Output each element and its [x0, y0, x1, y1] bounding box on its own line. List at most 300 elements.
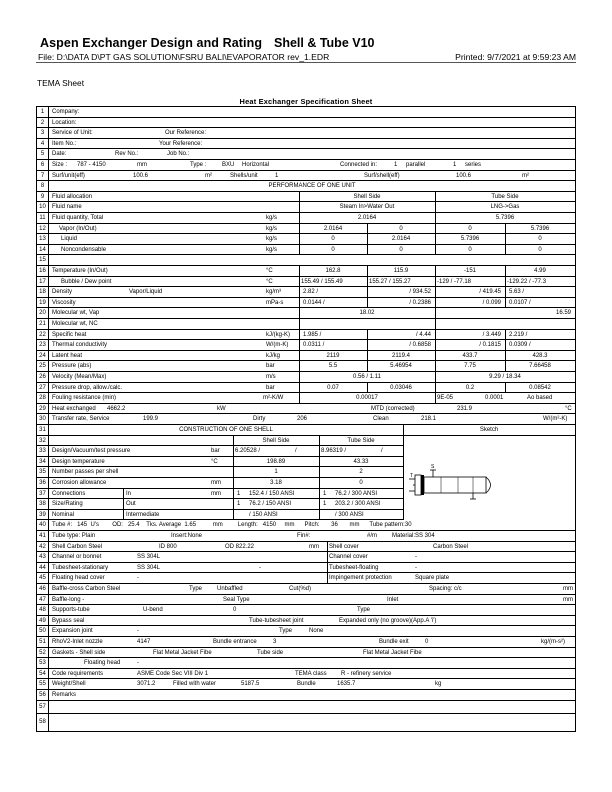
svg-text:S: S — [431, 464, 435, 470]
row-label: Thermal conductivity — [52, 342, 108, 349]
table-row — [37, 648, 575, 659]
tube-out: 5.7396 — [530, 225, 550, 232]
mtd-value: 231.9 — [457, 405, 473, 412]
table-row — [37, 340, 575, 351]
row-label: Viscosity — [52, 299, 76, 306]
shell-out: 0 — [399, 246, 403, 253]
row-unit: °C — [211, 458, 218, 465]
table-row — [37, 510, 403, 521]
table-row — [37, 414, 575, 425]
app-title: Aspen Exchanger Design and Rating — [40, 36, 263, 50]
baffle-type-value: Unbaffled — [217, 586, 243, 592]
row-unit: kJ/kg — [266, 352, 281, 359]
row-label: Pressure drop, allow./calc. — [52, 384, 123, 391]
spec-sheet-title: Heat Exchanger Specification Sheet — [239, 97, 373, 106]
bundle-value: 1635.7 — [337, 681, 356, 688]
row-sublabel: Vapor/Liquid — [129, 289, 163, 296]
channel-cover-value: - — [415, 554, 417, 561]
tube-in: / 0.099 — [482, 299, 501, 306]
weight-unit: kg — [435, 681, 442, 688]
row-unit: kg/m³ — [266, 289, 281, 296]
col-divider — [233, 446, 234, 456]
row-value: SS 304L — [137, 564, 161, 571]
joint-label: Tube-tubesheet joint — [249, 617, 304, 624]
heat-value: 4662.2 — [107, 405, 126, 412]
table-row — [37, 605, 575, 616]
table-row — [37, 308, 575, 319]
row-unit: kg/s — [266, 215, 278, 221]
row-number: 22 — [37, 330, 49, 340]
table-row — [37, 478, 403, 489]
table-row — [37, 192, 575, 203]
row-number: 27 — [37, 383, 49, 393]
row-number: 30 — [37, 414, 49, 424]
tube-fouling: 9E-05 — [437, 395, 454, 402]
channel-cover-label: Channel cover — [329, 554, 368, 561]
tube-out: 0.0107 / — [509, 299, 531, 306]
table-row — [37, 489, 403, 500]
shell-calc: 0.03046 — [390, 384, 412, 391]
service-label: Service of Unit: — [52, 130, 93, 137]
row-number: 42 — [37, 542, 49, 552]
tube-calc: 0.08542 — [529, 384, 551, 391]
tube-gasket-value: Flat Metal Jacket Fibe — [363, 649, 422, 656]
mtd-label: MTD (corrected) — [371, 405, 415, 412]
row-label: Velocity (Mean/Max) — [52, 374, 107, 380]
row-unit: kg/s — [266, 225, 278, 232]
row-number: 18 — [37, 287, 49, 297]
col-divider — [233, 489, 234, 499]
row-label: Code requirements — [52, 670, 104, 677]
col-divider — [299, 287, 300, 297]
row-number: 37 — [37, 489, 49, 499]
inlet-unit: mm — [563, 596, 573, 603]
row-number: 33 — [37, 446, 49, 456]
row-label: Nominal — [52, 511, 75, 518]
shell-connection: 76.2 / 150 ANSI — [249, 501, 292, 508]
support-type: U-bend — [143, 607, 163, 614]
row-number: 34 — [37, 457, 49, 467]
col-divider — [319, 510, 320, 520]
row-label: Expansion joint — [52, 628, 93, 635]
row-label: Pressure (abs) — [52, 363, 92, 370]
baffle-spacing-unit: mm — [563, 586, 573, 592]
item-label: Item No.: — [52, 140, 77, 147]
col-divider — [123, 510, 124, 520]
shell-out: / 0.6858 — [409, 342, 431, 349]
row-label: Fouling resistance (min) — [52, 395, 117, 402]
col-divider — [505, 298, 506, 308]
row-number: 21 — [37, 319, 49, 329]
row-dash: - — [259, 564, 261, 571]
tube-out: 428.3 — [532, 352, 548, 359]
row-number: 14 — [37, 245, 49, 255]
shell-out: 2.0164 — [391, 236, 411, 243]
row-number: 7 — [37, 171, 49, 181]
shell-in: 2119 — [326, 352, 340, 359]
joint-value: Expanded only (no groove)(App.A 'i') — [339, 617, 437, 624]
col-divider — [435, 277, 436, 287]
row-unit: W/(m-K) — [266, 342, 289, 349]
table-row — [37, 669, 575, 680]
shell-gasket: Flat Metal Jacket Fibe — [153, 649, 212, 656]
row-unit: kJ/(kg-K) — [266, 331, 290, 338]
surf-shell-label: Surf/shell(eff) — [364, 172, 400, 179]
fin-label: Fin#: — [297, 533, 311, 539]
surf-shell-value: 100.6 — [456, 172, 472, 179]
baffle-type-label: Type — [189, 586, 203, 592]
tube-in: / 3.449 — [482, 331, 501, 338]
surf-unit-label: Surf/unit(eff) — [52, 172, 85, 179]
bundle-exit-label: Bundle exit — [379, 639, 409, 645]
shell-in: 0.0144 / — [303, 299, 325, 306]
col-divider — [435, 319, 436, 329]
col-divider — [505, 277, 506, 287]
exchanger-sketch — [403, 437, 575, 519]
table-row — [37, 552, 575, 563]
row-number: 10 — [37, 202, 49, 212]
shell-out: / 934.52 — [409, 289, 431, 296]
job-label: Job No.: — [167, 151, 190, 158]
row-unit: m/s — [266, 374, 276, 380]
shell-in: 1.985 / — [303, 331, 322, 338]
tube-in: 433.7 — [462, 352, 478, 359]
col-divider — [299, 340, 300, 350]
shell-vacuum: / — [295, 448, 297, 455]
row-number: 6 — [37, 160, 49, 170]
shell-in: 155.49 / 155.49 — [301, 278, 343, 285]
col-divider — [123, 489, 124, 499]
row-label: Latent heat — [52, 352, 83, 359]
col-divider — [299, 330, 300, 340]
tube-in: / 0.1815 — [479, 342, 501, 349]
shell-allow: 0.07 — [327, 384, 339, 391]
tube-in: / 419.45 — [479, 289, 501, 296]
weight-value: 3071.2 — [137, 681, 156, 688]
col-divider — [319, 446, 320, 456]
tube-spec-line: Tube #: 145 U's OD: 25.4 Tks. Average 1.65 mm Length: 4150 mm Pitch: 36 mm Tube pattern:30 — [52, 522, 412, 529]
shell-out: / 0.2386 — [409, 299, 431, 306]
tube-in: -129 / -77.18 — [437, 278, 472, 285]
table-row — [37, 171, 575, 182]
printed-timestamp: Printed: 9/7/2021 at 9:59:23 AM — [455, 52, 576, 62]
clean-value: 218.1 — [421, 416, 437, 423]
row-number: 8 — [37, 181, 49, 191]
bundle-label: Bundle — [297, 681, 316, 688]
shell-connection: 152.4 / 150 ANSI — [249, 490, 295, 497]
row-label: Number passes per shell — [52, 469, 119, 476]
table-row — [37, 531, 575, 542]
shell-in: 5.5 — [328, 363, 338, 370]
shell-value: 0.56 / 1.11 — [353, 374, 381, 380]
connection-io: Intermediate — [126, 511, 160, 518]
col-divider — [367, 277, 368, 287]
shell-value: 2.0164 — [357, 215, 377, 221]
size-unit: mm — [137, 162, 147, 168]
row-number: 46 — [37, 584, 49, 594]
row-number: 36 — [37, 478, 49, 488]
tube-allow: 0.2 — [465, 384, 475, 391]
row-unit: kg/s — [266, 236, 278, 243]
col-divider — [233, 499, 234, 509]
performance-title: PERFORMANCE OF ONE UNIT — [268, 183, 356, 190]
inlet-label: Inlet — [387, 596, 399, 603]
table-row — [37, 393, 575, 404]
tema-class-label: TEMA class — [295, 670, 327, 677]
row-number: 3 — [37, 128, 49, 138]
row-label: Channel or bonnet — [52, 554, 102, 561]
shell-value: 3.18 — [270, 480, 282, 486]
tube-out: 5.63 / — [509, 289, 525, 296]
row-number: 53 — [37, 658, 49, 668]
shell-design-pressure: 6.20528 / — [235, 448, 261, 455]
code-value: ASME Code Sec VIII Div 1 — [137, 670, 209, 677]
row-unit: kg/s — [266, 246, 278, 253]
row-number: 41 — [37, 531, 49, 541]
row-number: 38 — [37, 499, 49, 509]
col-divider — [299, 319, 300, 329]
table-row — [37, 245, 575, 256]
tube-gasket-label: Tube side — [257, 649, 284, 656]
bundle-entrance-label: Bundle entrance — [213, 639, 257, 645]
shell-out: 2119.4 — [392, 352, 410, 359]
table-row — [37, 149, 575, 160]
row-number: 13 — [37, 234, 49, 244]
row-label: Liquid — [61, 236, 78, 243]
shell-in: 0 — [331, 246, 335, 253]
product-title: Shell & Tube V10 — [274, 36, 375, 50]
row-label: RhoV2-Inlet nozzle — [52, 639, 103, 645]
support-type-label: Type — [357, 607, 371, 614]
row-label: Heat exchanged — [52, 405, 96, 412]
shell-count: 1 — [237, 490, 241, 497]
tube-value: 2 — [359, 469, 363, 476]
table-row — [37, 330, 575, 341]
table-row — [37, 425, 575, 436]
row-number: 23 — [37, 340, 49, 350]
row-value: - — [137, 660, 139, 667]
rhov2-unit: kg/(m-s²) — [541, 639, 565, 645]
table-row — [37, 467, 403, 478]
shell-od-unit: mm — [309, 543, 319, 550]
dirty-label: Dirty — [253, 416, 266, 423]
table-row — [37, 213, 575, 224]
shell-side-header: Shell Side — [353, 193, 381, 200]
row-label: Bypass seal — [52, 617, 85, 624]
tube-value: 0 — [359, 480, 363, 486]
clean-label: Clean — [373, 416, 389, 423]
row-number: 15 — [37, 255, 49, 265]
col-divider — [299, 298, 300, 308]
surf-unit-unit: m² — [205, 172, 212, 179]
size-value: 787 - 4150 — [77, 162, 106, 168]
table-row — [37, 701, 575, 714]
shell-in: 2.0164 — [323, 225, 343, 232]
table-row — [37, 573, 575, 584]
shell-od: OD 822.22 — [225, 543, 255, 550]
shell-fluid: Steam In>Water Out — [339, 204, 395, 211]
expansion-type-value: None — [309, 628, 324, 635]
row-unit: bar — [266, 363, 275, 370]
shell-out: 155.27 / 155.27 — [369, 278, 411, 285]
col-divider — [505, 330, 506, 340]
shell-count: 1 — [237, 501, 241, 508]
row-number: 43 — [37, 552, 49, 562]
tube-connection: / 300 ANSI — [335, 511, 364, 518]
shell-in: 0 — [331, 236, 335, 243]
table-row — [37, 436, 403, 447]
col-divider — [123, 499, 124, 509]
baffle-cut: Cut(%d) — [289, 586, 312, 592]
parallel-count: 1 — [394, 162, 398, 168]
row-number: 40 — [37, 520, 49, 530]
series-label: series — [465, 162, 482, 168]
col-divider — [505, 340, 506, 350]
row-value: - — [137, 628, 139, 635]
shell-fouling: 0.00017 — [356, 395, 378, 402]
row-label: Size/Rating — [52, 501, 83, 508]
orientation-value: Horizontal — [242, 162, 270, 168]
tube-out: 4.99 — [534, 268, 546, 274]
remarks-label: Remarks — [52, 692, 77, 698]
baffle-spacing: Spacing: c/c — [429, 586, 462, 592]
table-row — [37, 139, 575, 150]
row-number: 55 — [37, 679, 49, 689]
table-row — [37, 266, 575, 277]
table-row — [37, 202, 575, 213]
file-path: File: D:\DATA D\PT GAS SOLUTION\FSRU BALI\EVAPORATOR rev_1.EDR — [38, 52, 330, 62]
baffle-cross: Baffle-cross Carbon Steel — [52, 586, 121, 592]
row-number: 48 — [37, 605, 49, 615]
tema-class-value: R - refinery service — [341, 670, 392, 677]
seal-type: Seal Type — [223, 596, 250, 603]
row-label: Fluid allocation — [52, 193, 93, 200]
row-unit: °C — [266, 268, 273, 274]
row-label: Density — [52, 289, 73, 296]
tube-in: -151 — [463, 268, 476, 274]
row-unit: mPa-s — [266, 299, 284, 306]
row-label: Design/Vacuum/test pressure — [52, 448, 131, 455]
col-divider — [233, 510, 234, 520]
tube-out: -129.22 / -77.3 — [507, 278, 547, 285]
row-number: 44 — [37, 563, 49, 573]
row-label: Supports-tube — [52, 607, 90, 614]
table-row — [37, 563, 575, 574]
row-number: 26 — [37, 372, 49, 382]
tube-out: 0 — [538, 236, 542, 243]
row-number: 56 — [37, 690, 49, 700]
row-number: 4 — [37, 139, 49, 149]
table-row — [37, 446, 403, 457]
col-divider — [327, 552, 328, 562]
table-row — [37, 404, 575, 415]
table-row — [37, 128, 575, 139]
tube-out: 0 — [538, 246, 542, 253]
tube-out: 2.219 / — [509, 331, 528, 338]
table-row — [37, 658, 575, 669]
table-row — [37, 224, 575, 235]
table-row — [37, 595, 575, 606]
row-number: 52 — [37, 648, 49, 658]
row-number: 5 — [37, 149, 49, 159]
tube-connection: 203.2 / 300 ANSI — [335, 501, 381, 508]
row-number: 50 — [37, 626, 49, 636]
shell-out: 5.46954 — [390, 363, 412, 370]
header-divider — [36, 62, 576, 63]
row-unit: bar — [266, 384, 275, 391]
connection-io: In — [126, 490, 132, 497]
tube-in: 0 — [468, 225, 472, 232]
table-row — [37, 372, 575, 383]
tube-out: 7.66458 — [529, 363, 551, 370]
table-row — [37, 520, 575, 531]
bundle-entrance-value: 3 — [273, 639, 277, 645]
col-divider — [327, 563, 328, 573]
parallel-label: parallel — [406, 162, 426, 168]
table-row — [37, 584, 575, 595]
tube-side-header: Tube Side — [347, 437, 375, 444]
tube-value: 9.29 / 18.34 — [489, 374, 521, 380]
row-number: 17 — [37, 277, 49, 287]
connected-label: Connected in: — [340, 162, 378, 168]
row-label: Temperature (In/Out) — [52, 268, 108, 274]
fouling-basis: Ao based — [527, 395, 553, 402]
row-number: 39 — [37, 510, 49, 520]
row-number: 54 — [37, 669, 49, 679]
table-row — [37, 383, 575, 394]
impingement-label: Impingement protection — [329, 575, 392, 582]
table-row — [37, 160, 575, 171]
row-number: 47 — [37, 595, 49, 605]
row-unit: m²-K/W — [263, 395, 284, 402]
row-unit: mm — [211, 490, 221, 497]
tube-material: Material:SS 304 — [392, 533, 435, 539]
baffle-long: Baffle-long - — [52, 596, 85, 603]
table-row — [37, 118, 575, 129]
construction-title: CONSTRUCTION OF ONE SHELL — [179, 427, 273, 433]
spec-table — [36, 106, 576, 732]
col-divider — [319, 499, 320, 509]
row-label: Design temperature — [52, 458, 105, 465]
table-row — [37, 457, 403, 468]
tube-fluid: LNG->Gas — [490, 204, 520, 211]
type-value: BXU — [222, 162, 235, 168]
row-label: Gaskets - Shell side — [52, 649, 106, 656]
row-number: 45 — [37, 573, 49, 583]
table-row — [37, 319, 575, 330]
row-label: Fluid name — [52, 204, 82, 211]
tube-count: 1 — [323, 501, 327, 508]
table-row — [37, 714, 575, 731]
support-count: 0 — [233, 607, 237, 614]
row-number: 35 — [37, 467, 49, 477]
shells-label: Shells/unit — [230, 172, 258, 179]
surf-unit-value: 100.6 — [133, 172, 149, 179]
table-row — [37, 181, 575, 192]
tube-connection: 76.2 / 300 ANSI — [335, 490, 378, 497]
row-number: 19 — [37, 298, 49, 308]
col-divider — [299, 277, 300, 287]
row-number: 31 — [37, 425, 49, 435]
row-number: 20 — [37, 308, 49, 318]
shell-connection: / 150 ANSI — [249, 511, 278, 518]
shell-out: / 4.44 — [415, 331, 431, 338]
bundle-exit-value: 0 — [425, 639, 429, 645]
tube-value: 16.59 — [555, 310, 571, 317]
row-number: 29 — [37, 404, 49, 414]
row-number: 1 — [37, 107, 49, 117]
impingement-value: Square plate — [415, 575, 450, 582]
